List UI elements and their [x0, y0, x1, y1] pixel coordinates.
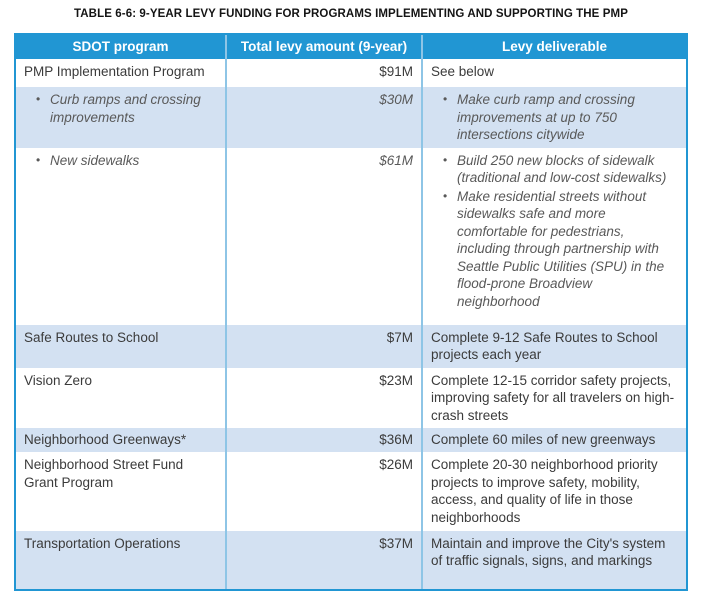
table-row-curb-ramps [16, 87, 686, 148]
levy-funding-table [14, 33, 688, 591]
bullet-icon: • [36, 152, 41, 167]
deliverable-cell: Complete 60 miles of new greenways [431, 432, 656, 448]
program-cell [16, 87, 227, 148]
program-bullet [24, 152, 217, 170]
table-row-new-sidewalks [16, 148, 686, 325]
program-cell: PMP Implementation Program [16, 59, 227, 87]
deliverable-cell: Complete 12-15 corridor safety projects, improving safety for all travelers on high-crash streets [431, 372, 675, 423]
bullet-icon: • [443, 152, 448, 167]
header-total-levy-amount: Total levy amount (9-year) [227, 35, 423, 59]
table-row-neighborhood-greenways [16, 428, 686, 452]
deliverable-bullet [431, 91, 678, 144]
amount-cell: $37M [227, 531, 423, 589]
deliverable-bullet-text: Make residential streets without sidewalks safe and more comfortable for pedestrians, including through partnership with Seattle Public Utilities (SPU) in the flood-prone Broadview neighborhood [457, 188, 665, 310]
deliverable-cell: See below [431, 64, 495, 79]
amount-cell: $61M [227, 148, 423, 325]
deliverable-cell [423, 148, 686, 325]
deliverable-bullet-text: Make curb ramp and crossing improvements at up to 750 intersections citywide [457, 92, 635, 143]
amount-cell: $91M [227, 59, 423, 87]
amount-cell: $26M [227, 452, 423, 530]
bullet-icon: • [443, 92, 448, 106]
table-header-row [16, 35, 686, 59]
table-title: TABLE 6-6: 9-YEAR LEVY FUNDING FOR PROGRAMS IMPLEMENTING AND SUPPORTING THE PMP [74, 8, 628, 20]
deliverable-cell: Maintain and improve the City's system of traffic signals, signs, and markings [431, 535, 666, 569]
program-bullet [24, 91, 217, 126]
amount-cell: $23M [227, 368, 423, 429]
program-bullet-text: New sidewalks [50, 152, 140, 168]
table-row-street-fund [16, 452, 686, 530]
program-cell: Vision Zero [16, 368, 227, 429]
program-cell: Safe Routes to School [16, 325, 227, 368]
amount-cell: $7M [227, 325, 423, 368]
bullet-icon: • [443, 188, 448, 203]
table-row-vision-zero [16, 368, 686, 429]
program-bullet-text: Curb ramps and crossing improvements [50, 92, 201, 125]
program-cell: Transportation Operations [16, 531, 227, 589]
header-sdot-program: SDOT program [16, 35, 227, 59]
amount-cell: $36M [227, 428, 423, 452]
table-row-pmp-implementation [16, 59, 686, 87]
deliverable-cell [423, 87, 686, 148]
program-cell: Neighborhood Greenways* [16, 428, 227, 452]
deliverable-bullet [431, 152, 678, 187]
bullet-icon: • [36, 92, 41, 106]
table-row-safe-routes [16, 325, 686, 368]
deliverable-cell: Complete 20-30 neighborhood priority projects to improve safety, mobility, access, and quality of life in those neighborhoods [431, 457, 658, 526]
deliverable-cell: Complete 9-12 Safe Routes to School projects each year [431, 329, 658, 363]
program-cell: Neighborhood Street Fund Grant Program [16, 452, 227, 530]
program-cell [16, 148, 227, 325]
deliverable-bullet [431, 188, 678, 311]
deliverable-bullet-text: Build 250 new blocks of sidewalk (traditional and low-cost sidewalks) [457, 152, 667, 186]
amount-cell: $30M [227, 87, 423, 148]
header-levy-deliverable: Levy deliverable [501, 39, 608, 54]
table-row-transportation-operations [16, 531, 686, 589]
